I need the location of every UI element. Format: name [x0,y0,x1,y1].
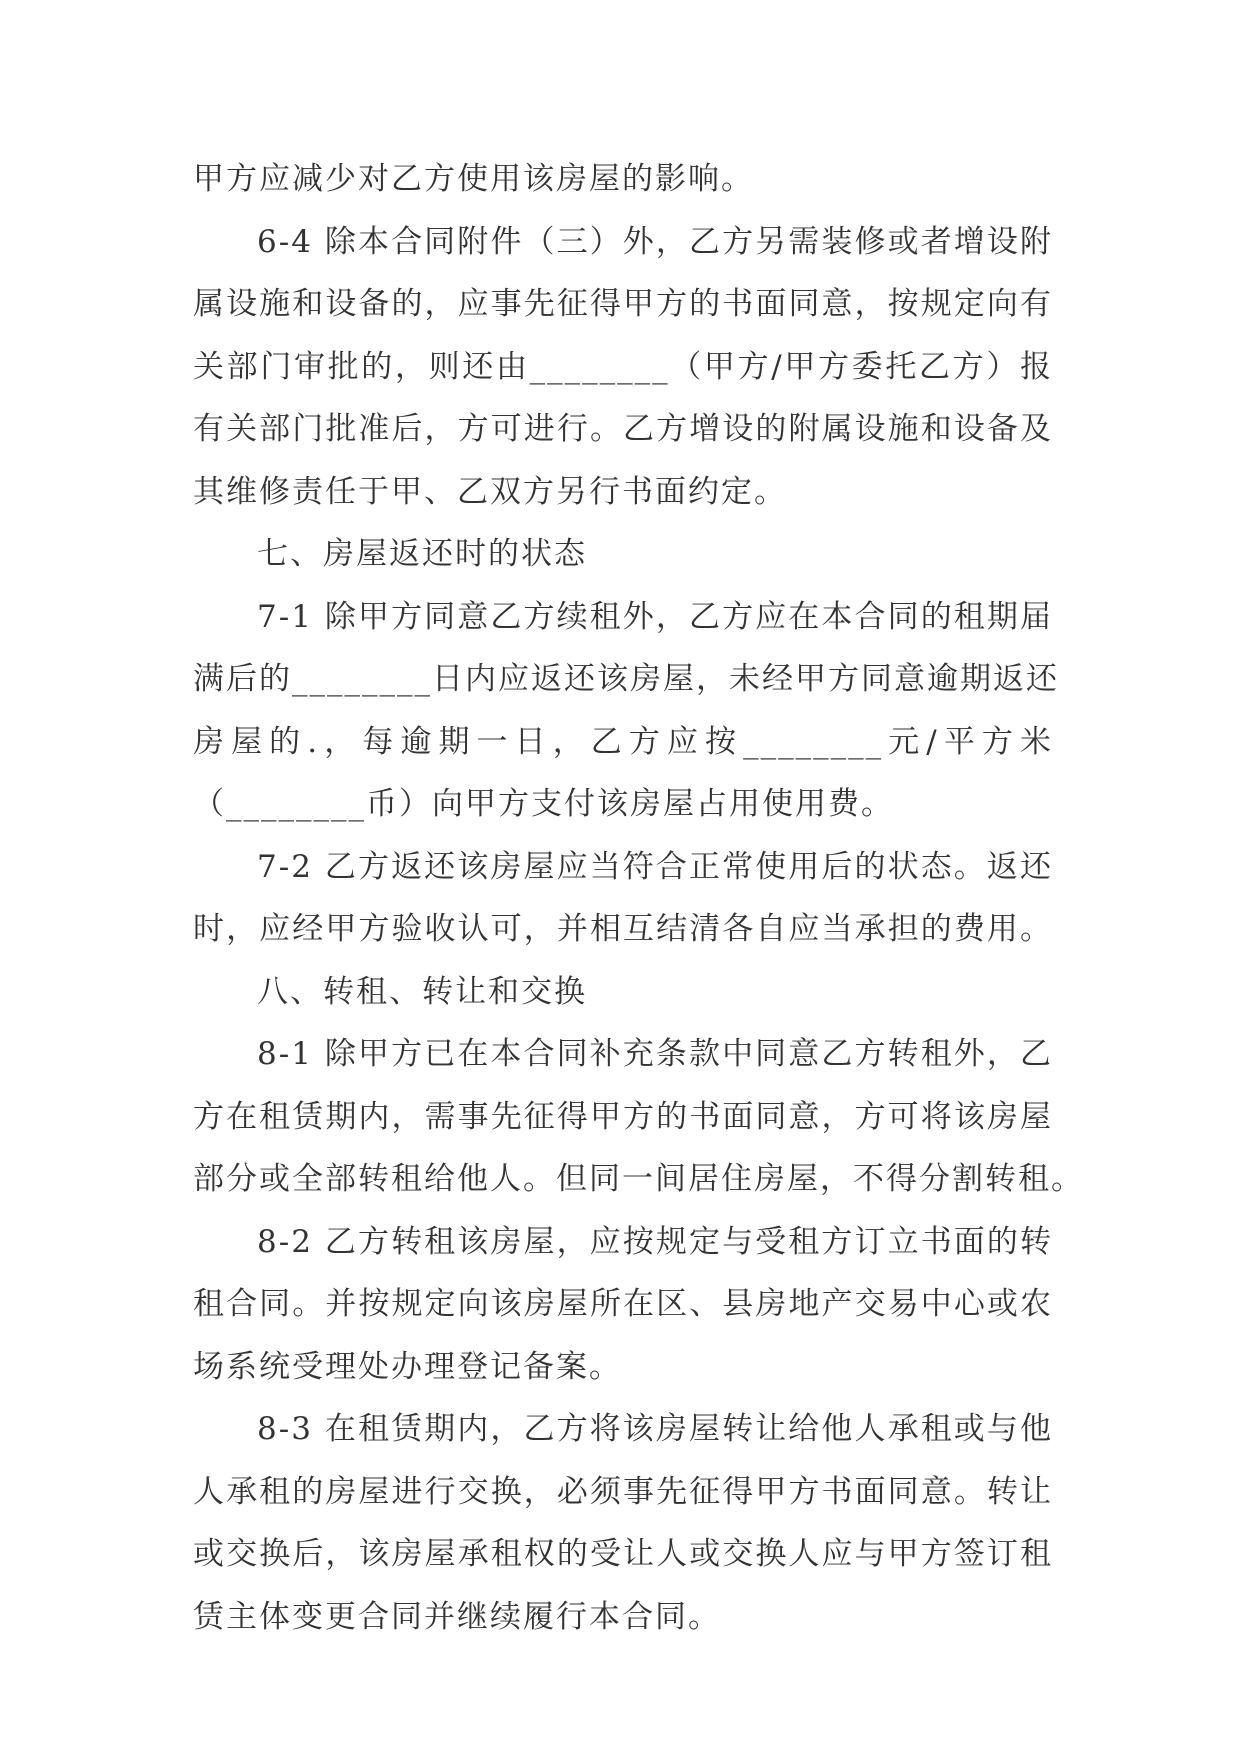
text-line: 或交换后，该房屋承租权的受让人或交换人应与甲方签订租 [193,1536,1053,1572]
text-line: 赁主体变更合同并继续履行本合同。 [193,1598,721,1635]
text-line: 8-3 在租赁期内，乙方将该房屋转让给他人承租或与他 [257,1411,1053,1447]
text-line: 八、转租、转让和交换 [257,973,587,1010]
text-line: （________币）向甲方支付该房屋占用使用费。 [193,786,894,822]
text-line: 有关部门批准后，方可进行。乙方增设的附属设施和设备及 [193,411,1053,447]
text-line: 七、房屋返还时的状态 [257,536,587,572]
text-line: 场系统受理处办理登记备案。 [193,1348,622,1385]
text-line: 属设施和设备的，应事先征得甲方的书面同意，按规定向有 [193,286,1053,322]
text-line: 8-2 乙方转租该房屋，应按规定与受租方订立书面的转 [257,1223,1053,1260]
text-line: 部分或全部转租给他人。但同一间居住房屋，不得分割转租。 [193,1161,1084,1197]
text-line: 满后的________日内应返还该房屋，未经甲方同意逾期返还 [193,661,1059,697]
text-line: 6-4 除本合同附件（三）外，乙方另需装修或者增设附 [257,223,1053,260]
text-line: 7-1 除甲方同意乙方续租外，乙方应在本合同的租期届 [257,598,1053,635]
text-line: 租合同。并按规定向该房屋所在区、县房地产交易中心或农 [193,1286,1053,1322]
text-line: 方在租赁期内，需事先征得甲方的书面同意，方可将该房屋 [193,1098,1053,1135]
text-line: 关部门审批的，则还由________（甲方/甲方委托乙方）报 [193,348,1053,385]
text-line: 人承租的房屋进行交换，必须事先征得甲方书面同意。转让 [193,1473,1053,1510]
document-body [193,148,1084,1648]
text-line: 房屋的.，每逾期一日，乙方应按________元/平方米 [193,723,1053,760]
text-line: 时，应经甲方验收认可，并相互结清各自应当承担的费用。 [193,911,1053,947]
text-line: 甲方应减少对乙方使用该房屋的影响。 [193,161,754,197]
text-line: 其维修责任于甲、乙双方另行书面约定。 [193,473,787,510]
text-line: 7-2 乙方返还该房屋应当符合正常使用后的状态。返还 [257,848,1053,885]
text-line: 8-1 除甲方已在本合同补充条款中同意乙方转租外，乙 [257,1036,1053,1072]
